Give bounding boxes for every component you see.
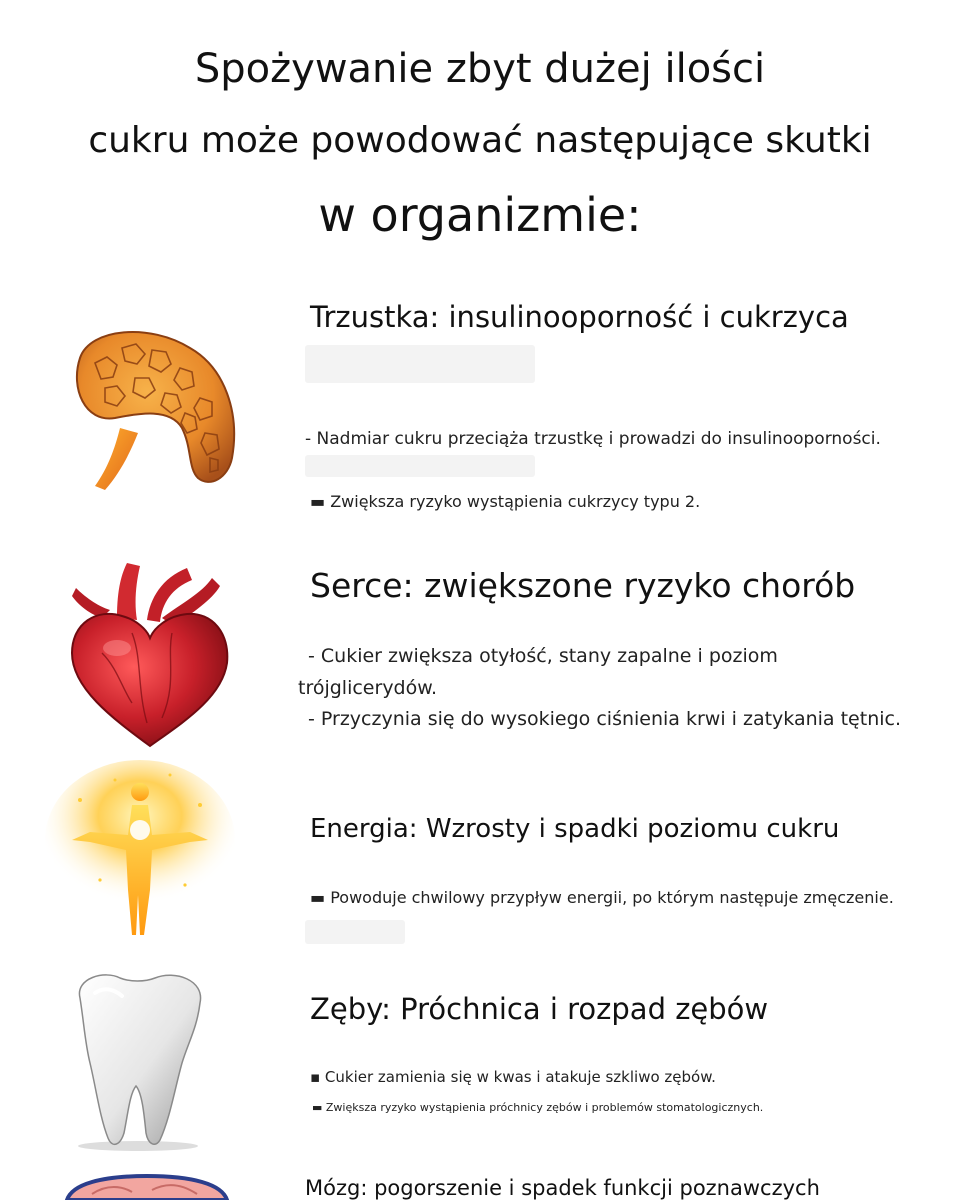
bullet-text: - Przyczynia się do wysokiego ciśnienia krwi i zatykania tętnic. — [308, 708, 901, 730]
section-title: Trzustka: insulinooporność i cukrzyca — [310, 300, 849, 334]
faint-block — [305, 345, 535, 383]
bullet-text: trójglicerydów. — [298, 677, 438, 699]
bullet-text: ▬ Powoduje chwilowy przypływ energii, po którym następuje zmęczenie. — [310, 888, 894, 907]
faint-block — [305, 455, 535, 477]
brain-icon — [62, 1172, 232, 1200]
title-line-2: cukru może powodować następujące skutki — [88, 120, 872, 161]
faint-block — [305, 920, 405, 944]
section-title: Zęby: Próchnica i rozpad zębów — [310, 992, 769, 1026]
bullet-text: ▬ Zwiększa ryzyko wystąpienia próchnicy zębów i problemów stomatologicznych. — [312, 1101, 764, 1114]
title-line-3: w organizmie: — [318, 188, 642, 242]
title-line-1: Spożywanie zbyt dużej ilości — [194, 46, 766, 92]
section-title: Energia: Wzrosty i spadki poziomu cukru — [310, 814, 840, 844]
bullet-text: ▪ Cukier zamienia się w kwas i atakuje szkliwo zębów. — [310, 1068, 716, 1086]
bullet-text: - Nadmiar cukru przeciąża trzustkę i prowadzi do insulinooporności. — [305, 429, 881, 449]
tooth-icon — [60, 968, 215, 1153]
bullet-text: ▬ Zwiększa ryzyko wystąpienia cukrzycy typu 2. — [310, 492, 701, 511]
energy-figure-icon — [40, 760, 240, 945]
heart-icon — [62, 558, 237, 753]
section-title: Mózg: pogorszenie i spadek funkcji poznawczych — [305, 1176, 820, 1200]
bullet-text: - Cukier zwiększa otyłość, stany zapalne i poziom — [308, 645, 778, 667]
pancreas-icon — [60, 318, 245, 498]
section-title: Serce: zwiększone ryzyko chorób — [310, 566, 856, 605]
